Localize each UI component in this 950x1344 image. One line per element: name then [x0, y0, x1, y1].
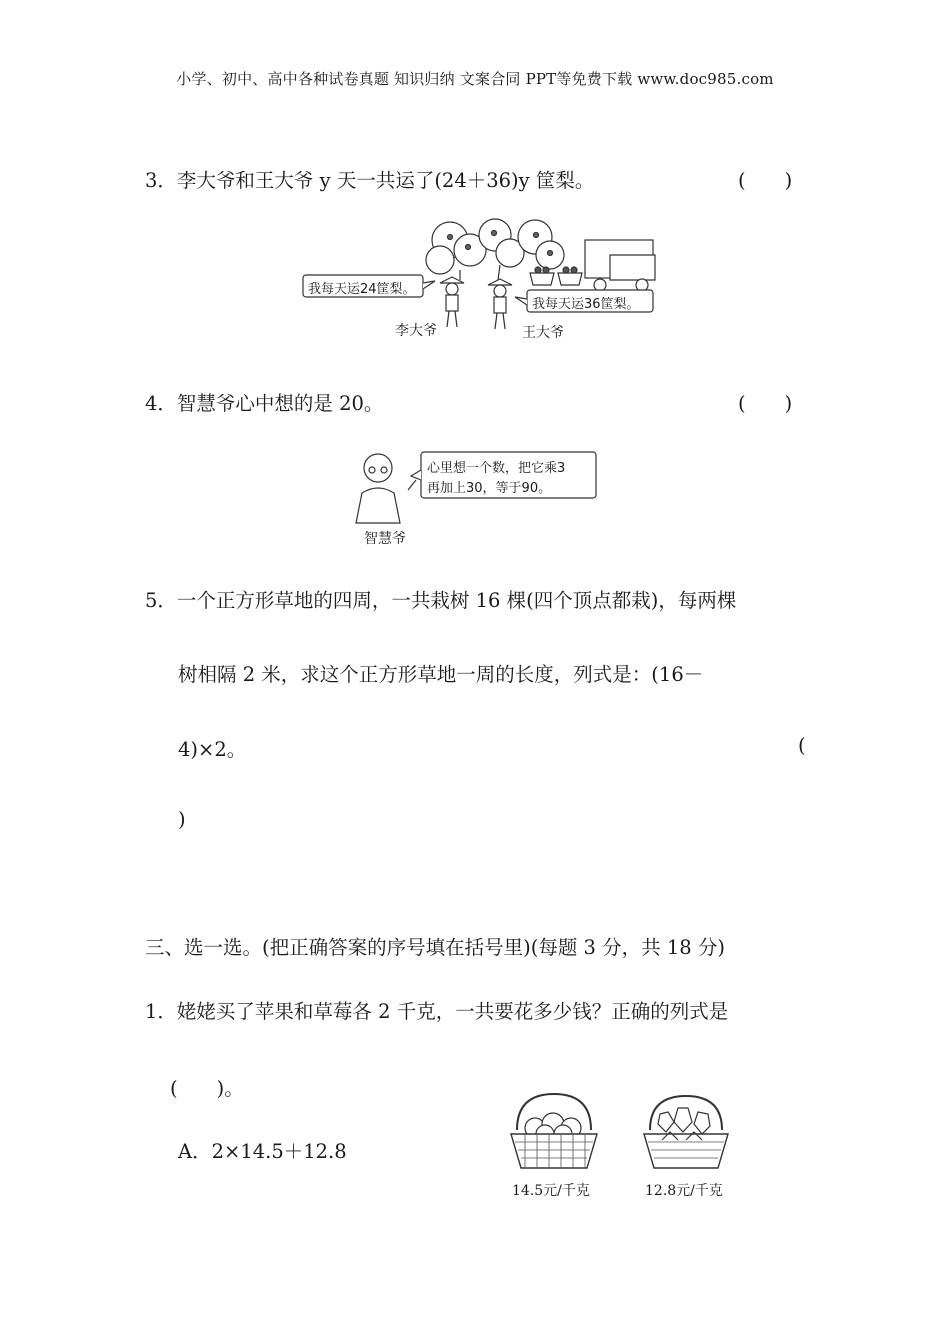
farmer-li-icon — [440, 277, 464, 327]
thought-bubble-line1: 心里想一个数，把它乘3 — [427, 461, 566, 476]
price-strawberry: 12.8元/千克 — [645, 1183, 723, 1199]
question-3-answer-paren[interactable]: ( ) — [738, 169, 793, 192]
question-5-line1: 5．一个正方形草地的四周，一共栽树 16 棵(四个顶点都栽)，每两棵 — [145, 589, 737, 612]
option-a[interactable]: A．2×14.5＋12.8 — [178, 1140, 347, 1163]
question-5-line2: 树相隔 2 米，求这个正方形草地一周的长度，列式是：(16－ — [178, 663, 704, 686]
thought-bubble-line2: 再加上30，等于90。 — [427, 481, 552, 496]
section-3-question-1-line1: 1．姥姥买了苹果和草莓各 2 千克，一共要花多少钱？正确的列式是 — [145, 1000, 729, 1023]
truck-icon — [585, 240, 655, 291]
speech-bubble-left-text: 我每天运24筐梨。 — [308, 282, 416, 297]
question-5-paren-close[interactable]: ) — [178, 808, 186, 831]
farmer-wang-icon — [488, 279, 512, 329]
question-4-text: 4．智慧爷心中想的是 20。 — [145, 392, 384, 415]
question-4-answer-paren[interactable]: ( ) — [738, 392, 793, 415]
section-3-title: 三、选一选。(把正确答案的序号填在括号里)(每题 3 分，共 18 分) — [145, 936, 725, 959]
question-5-line3: 4)×2。 — [178, 738, 247, 761]
label-wang: 王大爷 — [522, 325, 564, 341]
label-zhihuiye: 智慧爷 — [364, 531, 406, 547]
grandpa-icon — [356, 454, 416, 523]
pear-basket-icon — [530, 267, 582, 285]
question-3-text: 3．李大爷和王大爷 y 天一共运了(24＋36)y 筐梨。 — [145, 169, 595, 192]
label-li: 李大爷 — [395, 323, 437, 339]
page-header: 小学、初中、高中各种试卷真题 知识归纳 文案合同 PPT等免费下载 www.doc985.com — [176, 70, 774, 88]
question-5-paren-open[interactable]: ( — [798, 734, 806, 757]
speech-bubble-right-text: 我每天运36筐梨。 — [532, 297, 640, 312]
section-3-question-1-line2[interactable]: ( )。 — [170, 1077, 244, 1100]
apple-basket-icon — [505, 1090, 603, 1172]
strawberry-basket-icon — [638, 1090, 734, 1172]
price-apple: 14.5元/千克 — [512, 1183, 590, 1199]
